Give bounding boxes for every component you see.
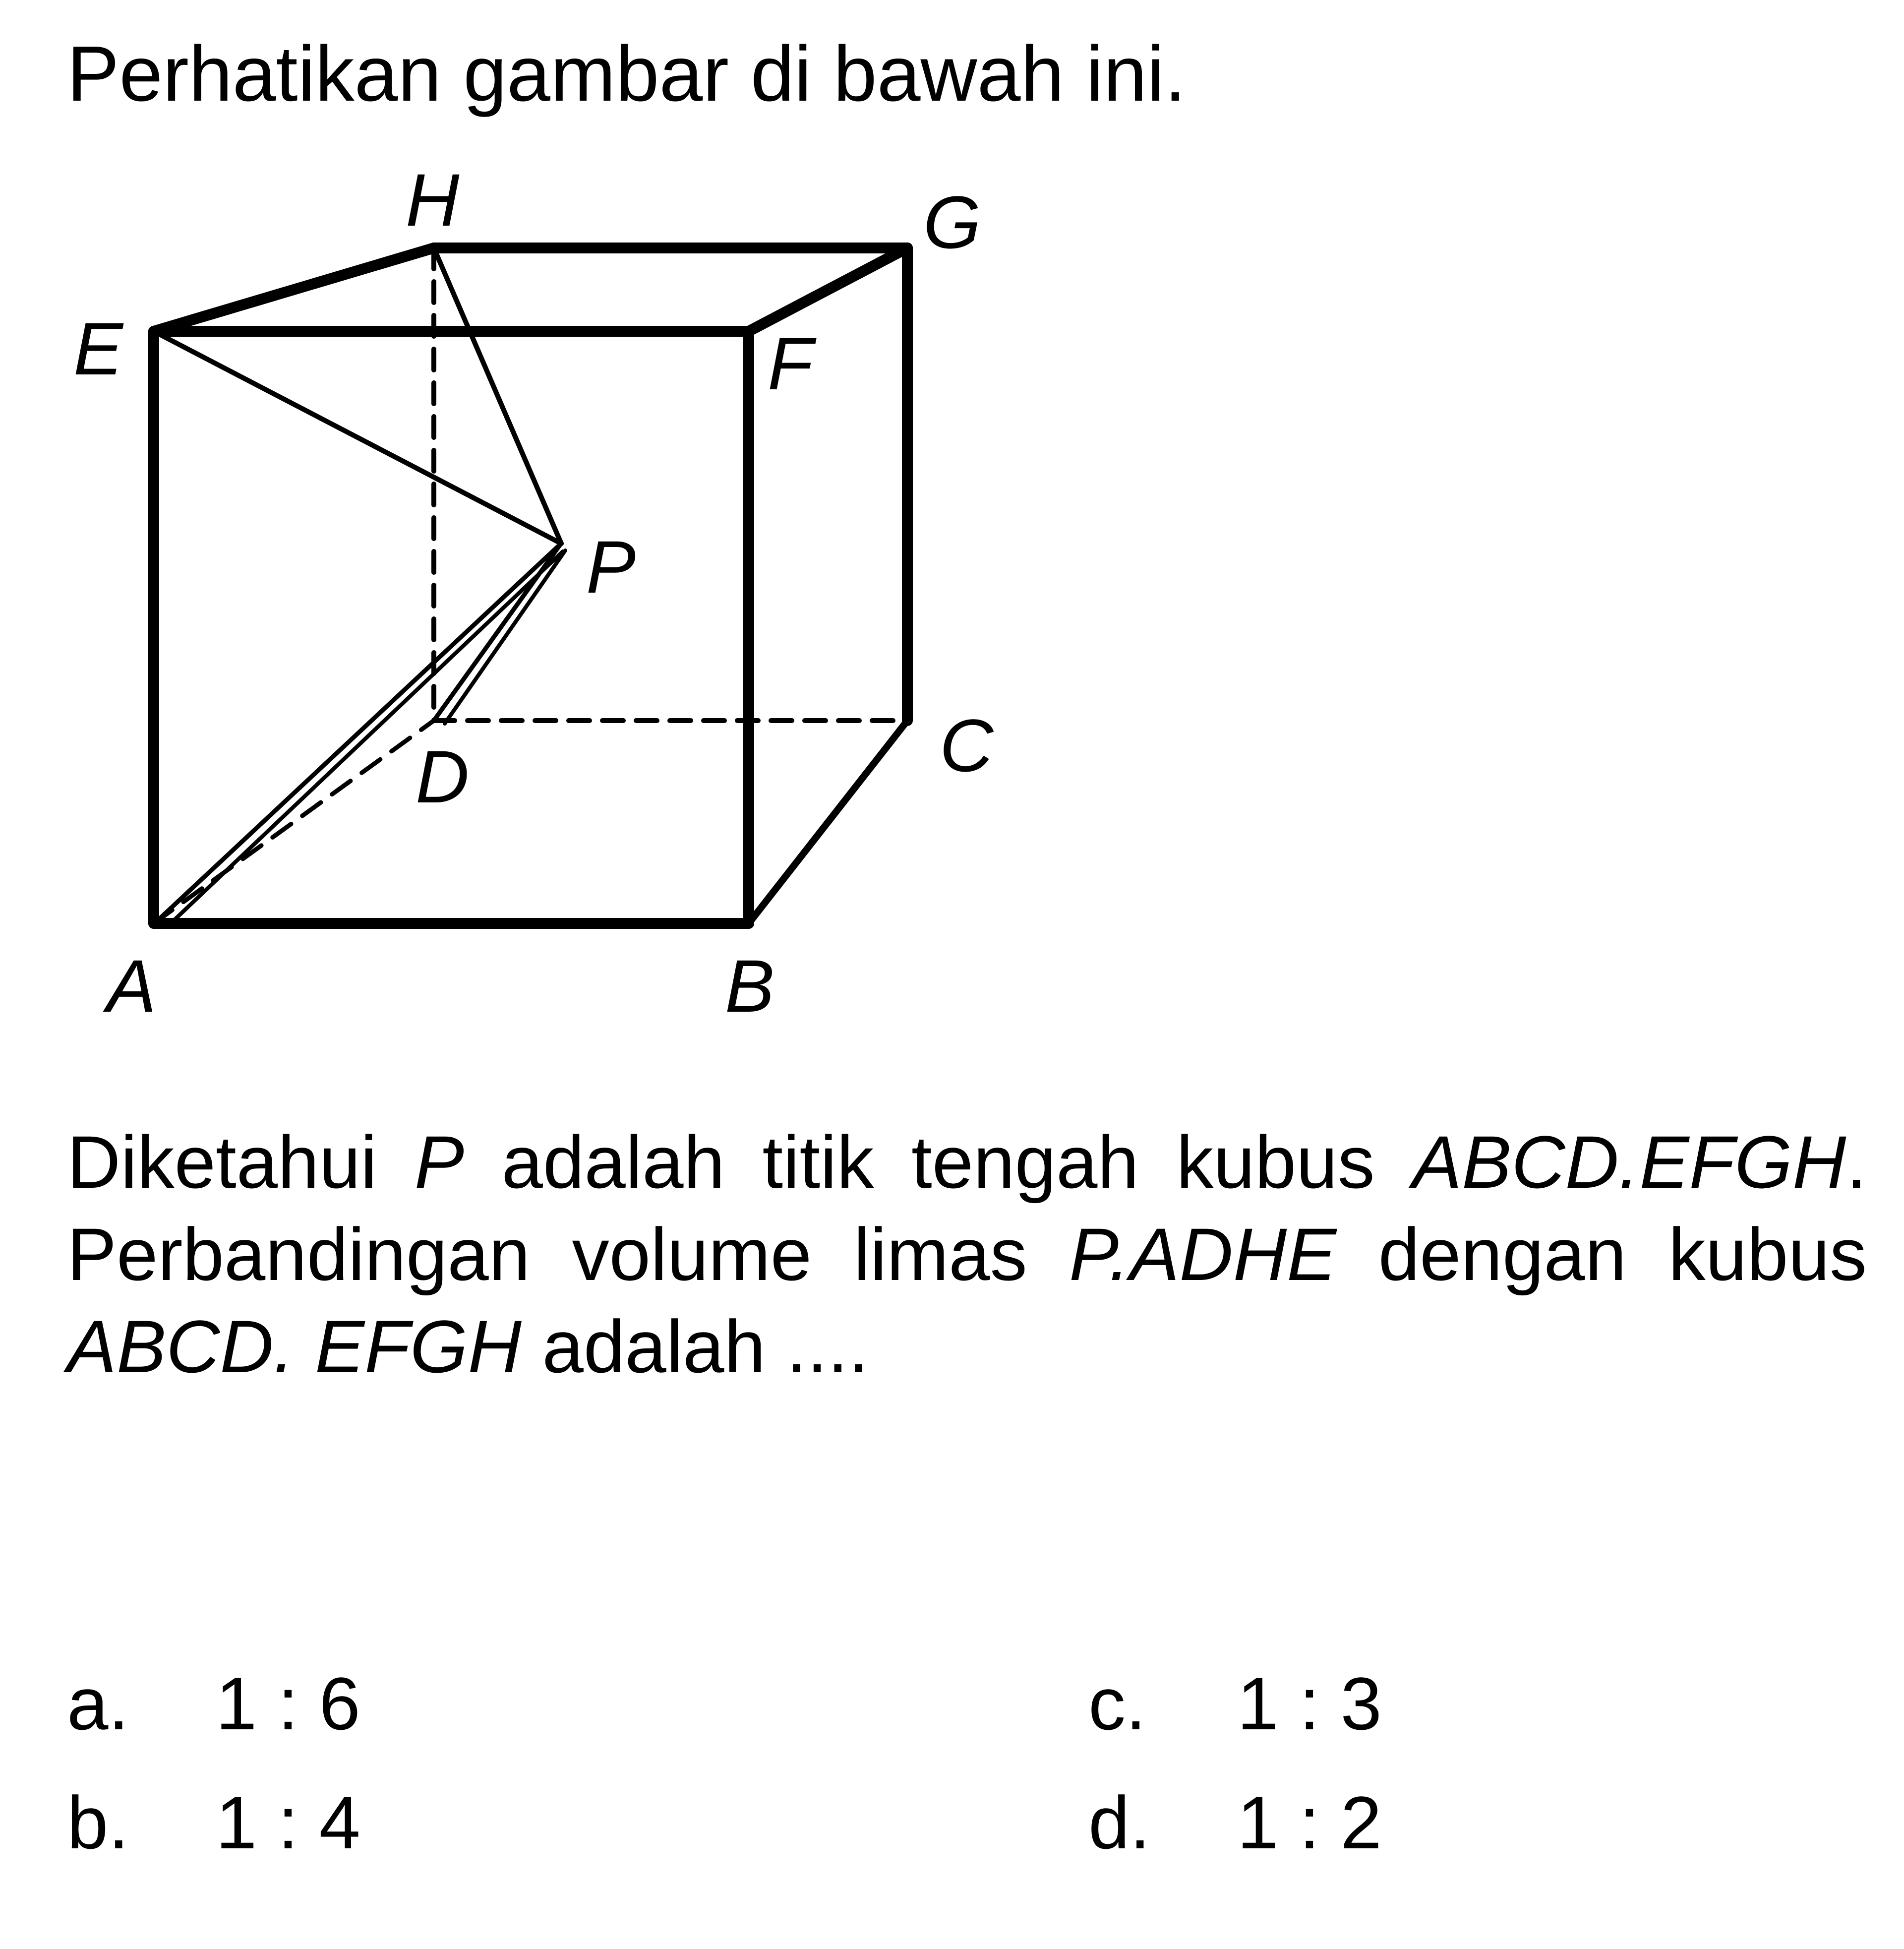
option-value: 1 : 2 [1237, 1781, 1382, 1864]
vertex-label-p: P [586, 525, 636, 609]
option-value: 1 : 3 [1237, 1662, 1382, 1745]
edge-dp-1 [434, 545, 560, 721]
edge-bc [749, 721, 907, 923]
option-key: c. [1088, 1662, 1146, 1745]
edge-eh [154, 248, 434, 331]
vertex-label-d: D [416, 735, 470, 818]
edge-ad-hidden [154, 721, 434, 923]
option-value: 1 : 4 [216, 1781, 360, 1864]
problem-text: Diketahui [67, 1120, 415, 1204]
problem-statement [67, 1116, 1867, 1393]
cube-name: ABCD. EFGH [67, 1305, 522, 1388]
problem-text: adalah titik tengah kubus [464, 1120, 1413, 1204]
problem-text: adalah .... [521, 1305, 869, 1388]
option-key: d. [1088, 1781, 1151, 1864]
vertex-label-a: A [107, 944, 157, 1028]
problem-paragraph [67, 1116, 1867, 1393]
problem-text: dengan kubus [1336, 1213, 1867, 1296]
edge-ep [154, 331, 561, 544]
option-c[interactable] [1088, 1662, 1382, 1745]
pyramid-name: P.ADHE [1069, 1213, 1337, 1296]
edge-ap-1 [158, 547, 558, 920]
edge-fg [749, 248, 907, 331]
vertex-label-f: F [768, 322, 813, 405]
cube-name: ABCD.EFGH [1412, 1120, 1846, 1204]
option-key: b. [67, 1781, 129, 1864]
vertex-label-b: B [725, 944, 775, 1028]
vertex-label-g: G [923, 181, 981, 264]
option-d[interactable] [1088, 1781, 1382, 1864]
option-key: a. [67, 1662, 129, 1745]
vertex-label-c: C [940, 704, 994, 787]
option-b[interactable] [67, 1781, 360, 1864]
vertex-label-h: H [406, 158, 460, 242]
vertex-label-e: E [73, 307, 123, 390]
option-a[interactable] [67, 1662, 360, 1745]
option-value: 1 : 6 [216, 1662, 360, 1745]
instruction-text: Perhatikan gambar di bawah ini. [67, 30, 1187, 118]
point-p: P [414, 1120, 464, 1204]
problem-text: . Perbandingan volume limas [67, 1120, 1867, 1296]
edge-hp [434, 248, 561, 544]
edge-ap-2 [170, 551, 563, 924]
